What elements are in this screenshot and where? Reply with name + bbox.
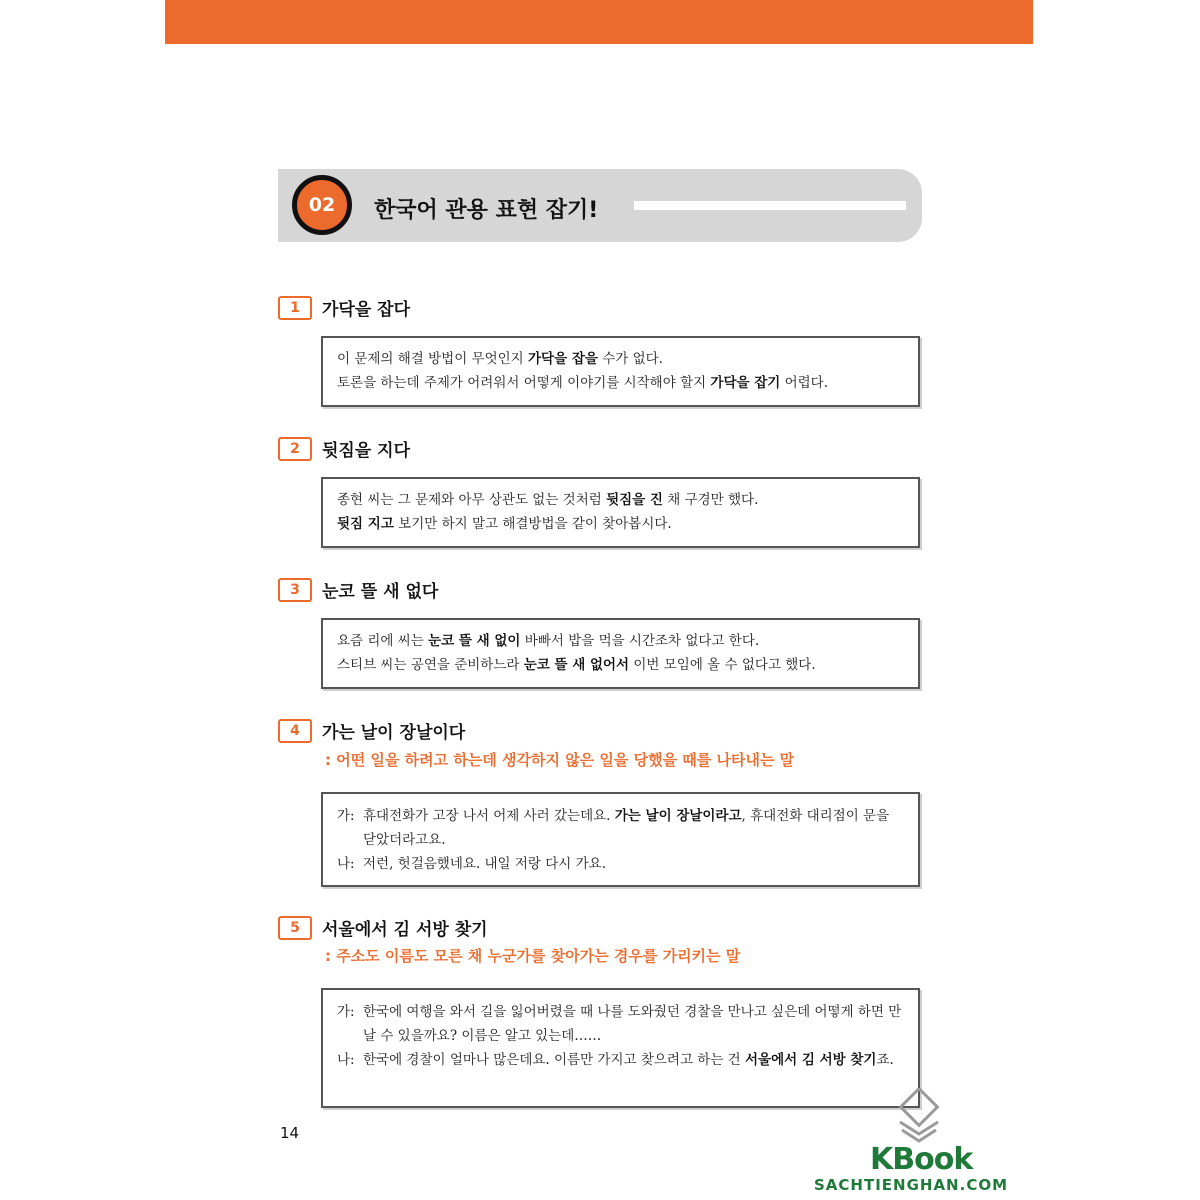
speaker-label: 가: [337,808,355,824]
item-definition-5: : 주소도 이름도 모른 채 누군가를 찾아가는 경우를 가리키는 말 [325,947,741,965]
item-heading-3 [278,577,438,602]
example-box-1 [321,336,920,407]
speaker-label: 나: [337,856,355,872]
watermark [810,1088,1030,1200]
dialogue-line: 나: 한국에 경찰이 얼마나 많은데요. 이름만 가지고 찾으려고 하는 건 서울에서 김 서방 찾기죠. [337,1048,906,1072]
speaker-label: 나: [337,1052,355,1068]
book-page [165,0,1033,1200]
item-heading-5 [278,915,488,940]
item-title-3: 눈코 뜰 새 없다 [322,582,439,602]
banner-rule [634,201,906,210]
item-title-2: 뒷짐을 지다 [322,441,411,461]
example-sentence: 종현 씨는 그 문제와 아무 상관도 없는 것처럼 뒷짐을 진 채 구경만 했다. [337,492,759,508]
section-title: 한국어 관용 표현 잡기! [374,198,599,223]
item-title-5: 서울에서 김 서방 찾기 [322,920,488,940]
item-number-5: 5 [278,916,312,940]
item-number-2: 2 [278,437,312,461]
dialogue-box-4 [321,792,920,887]
dialogue-line: 가: 한국에 여행을 와서 길을 잃어버렸을 때 나를 도와줬던 경찰을 만나고 싶은데 어떻게 하면 만날 수 있을까요? 이름은 알고 있는데…… [337,1000,906,1048]
section-banner [278,169,922,242]
page-number: 14 [280,1124,300,1142]
speaker-label: 가: [337,1004,355,1020]
example-sentence: 스티브 씨는 공연을 준비하느라 눈코 뜰 새 없어서 이번 모임에 올 수 없다고 했다. [337,657,816,673]
item-title-4: 가는 날이 장날이다 [322,723,466,743]
item-heading-1 [278,295,410,320]
item-heading-2 [278,436,410,461]
example-box-3 [321,618,920,689]
item-title-1: 가닥을 잡다 [322,300,411,320]
example-sentence: 뒷짐 지고 보기만 하지 말고 해결방법을 같이 찾아봅시다. [337,516,672,532]
top-color-bar [165,0,1033,44]
example-box-2 [321,477,920,548]
watermark-brand: KBook [870,1142,973,1177]
item-number-1: 1 [278,296,312,320]
dialogue-line: 나: 저런, 헛걸음했네요. 내일 저랑 다시 가요. [337,852,906,876]
watermark-site: SACHTIENGHAN.COM [814,1176,1009,1194]
example-sentence: 요즘 리에 씨는 눈코 뜰 새 없이 바빠서 밥을 먹을 시간조차 없다고 한다. [337,633,760,649]
item-definition-4: : 어떤 일을 하려고 하는데 생각하지 않은 일을 당했을 때를 나타내는 말 [325,751,795,769]
book-logo-icon [890,1088,950,1144]
section-number-badge: 02 [292,175,352,235]
item-number-4: 4 [278,719,312,743]
dialogue-line: 가: 휴대전화가 고장 나서 어제 사러 갔는데요. 가는 날이 장날이라고, 휴대전화 대리점이 문을 닫았더라고요. [337,804,906,852]
example-sentence: 이 문제의 해결 방법이 무엇인지 가닥을 잡을 수가 없다. [337,351,663,367]
example-sentence: 토론을 하는데 주제가 어려워서 어떻게 이야기를 시작해야 할지 가닥을 잡기 어렵다. [337,375,829,391]
item-number-3: 3 [278,578,312,602]
item-heading-4 [278,718,465,743]
